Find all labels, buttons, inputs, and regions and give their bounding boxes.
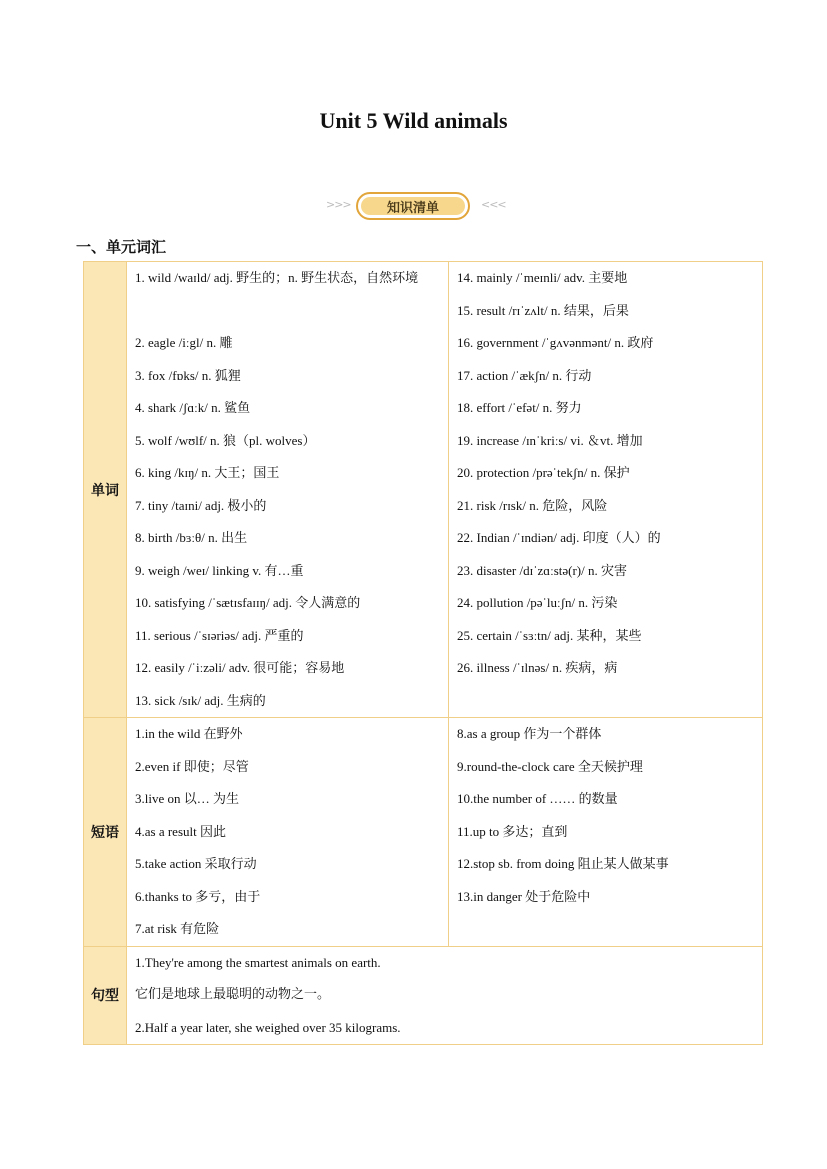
category-label: 单词	[84, 262, 127, 718]
word-item: 6. king /kɪŋ/ n. 大王；国王	[135, 465, 280, 480]
vocabulary-table	[83, 261, 763, 1045]
phrase-item: 2.even if 即使；尽管	[135, 758, 249, 774]
phrase-item: 5.take action 采取行动	[135, 856, 257, 871]
word-item: 20. protection /prəˈtekʃn/ n. 保护	[457, 465, 630, 480]
word-item: 16. government /ˈgʌvənmənt/ n. 政府	[457, 335, 654, 350]
word-item: 8. birth /bɜːθ/ n. 出生	[135, 530, 248, 545]
word-item: 9. weigh /weɪ/ linking v. 有…重	[135, 562, 304, 578]
word-item: 12. easily /ˈiːzəli/ adv. 很可能；容易地	[135, 660, 345, 675]
phrase-item: 1.in the wild 在野外	[135, 726, 243, 741]
section-heading: 一、单元词汇	[76, 238, 167, 256]
phrase-item: 10.the number of …… 的数量	[457, 791, 618, 806]
phrase-item: 12.stop sb. from doing 阻止某人做某事	[457, 856, 669, 871]
word-item: 23. disaster /dɪˈzɑːstə(r)/ n. 灾害	[457, 562, 627, 578]
word-item: 24. pollution /pəˈluːʃn/ n. 污染	[457, 595, 618, 610]
word-item: 4. shark /ʃɑːk/ n. 鲨鱼	[135, 400, 251, 415]
word-item: 13. sick /sɪk/ adj. 生病的	[135, 692, 266, 708]
phrase-item: 7.at risk 有危险	[135, 921, 220, 936]
left-chevrons-icon: >>>	[326, 198, 351, 211]
word-item: 18. effort /ˈefət/ n. 努力	[457, 400, 582, 415]
category-label: 句型	[84, 946, 127, 1045]
sentence-item: 2.Half a year later, she weighed over 35 kilograms.	[135, 1019, 401, 1035]
phrase-item: 3.live on 以… 为生	[135, 791, 239, 806]
sentences-row	[84, 946, 763, 1045]
word-item: 14. mainly /ˈmeɪnli/ adv. 主要地	[457, 270, 628, 285]
phrase-item: 9.round-the-clock care 全天候护理	[457, 758, 643, 774]
phrases-left-column	[127, 718, 449, 947]
word-item: 15. result /rɪˈzʌlt/ n. 结果，后果	[457, 302, 629, 318]
word-item: 26. illness /ˈɪlnəs/ n. 疾病，病	[457, 660, 618, 675]
word-item: 11. serious /ˈsɪəriəs/ adj. 严重的	[135, 627, 304, 643]
word-item: 19. increase /ɪnˈkriːs/ vi. ＆vt. 增加	[457, 432, 643, 448]
word-item: 22. Indian /ˈɪndiən/ adj. 印度（人）的	[457, 530, 661, 545]
phrases-row	[84, 718, 763, 947]
phrase-item: 4.as a result 因此	[135, 823, 226, 839]
badge-label: 知识清单	[361, 197, 465, 215]
words-row	[84, 262, 763, 718]
sentence-item: 1.They're among the smartest animals on earth.	[135, 954, 381, 970]
word-item: 25. certain /ˈsɜːtn/ adj. 某种，某些	[457, 627, 642, 643]
word-item: 7. tiny /taɪni/ adj. 极小的	[135, 497, 267, 513]
word-item: 21. risk /rɪsk/ n. 危险，风险	[457, 497, 608, 513]
word-item: 2. eagle /iːgl/ n. 雕	[135, 335, 233, 350]
phrase-item: 11.up to 多达；直到	[457, 823, 568, 839]
words-right-column	[449, 262, 763, 718]
word-item: 3. fox /fɒks/ n. 狐狸	[135, 367, 241, 383]
phrase-item: 13.in danger 处于危险中	[457, 888, 591, 904]
badge-frame	[356, 192, 470, 220]
word-item: 1. wild /waɪld/ adj. 野生的；n. 野生状态，自然环境	[135, 270, 419, 285]
word-item: 5. wolf /wʊlf/ n. 狼（pl. wolves）	[135, 432, 316, 448]
category-label: 短语	[84, 718, 127, 947]
sentences-column	[127, 946, 763, 1045]
words-left-column	[127, 262, 449, 718]
page-title: Unit 5 Wild animals	[319, 108, 508, 133]
word-item: 10. satisfying /ˈsætɪsfaɪɪŋ/ adj. 令人满意的	[135, 595, 361, 610]
right-chevrons-icon: <<<	[481, 198, 506, 211]
sentence-translation: 它们是地球上最聪明的动物之一。	[135, 987, 331, 1002]
word-item: 17. action /ˈækʃn/ n. 行动	[457, 367, 592, 383]
section-badge	[0, 192, 827, 222]
phrases-right-column	[449, 718, 763, 947]
phrase-item: 8.as a group 作为一个群体	[457, 726, 602, 741]
phrase-item: 6.thanks to 多亏，由于	[135, 888, 261, 904]
